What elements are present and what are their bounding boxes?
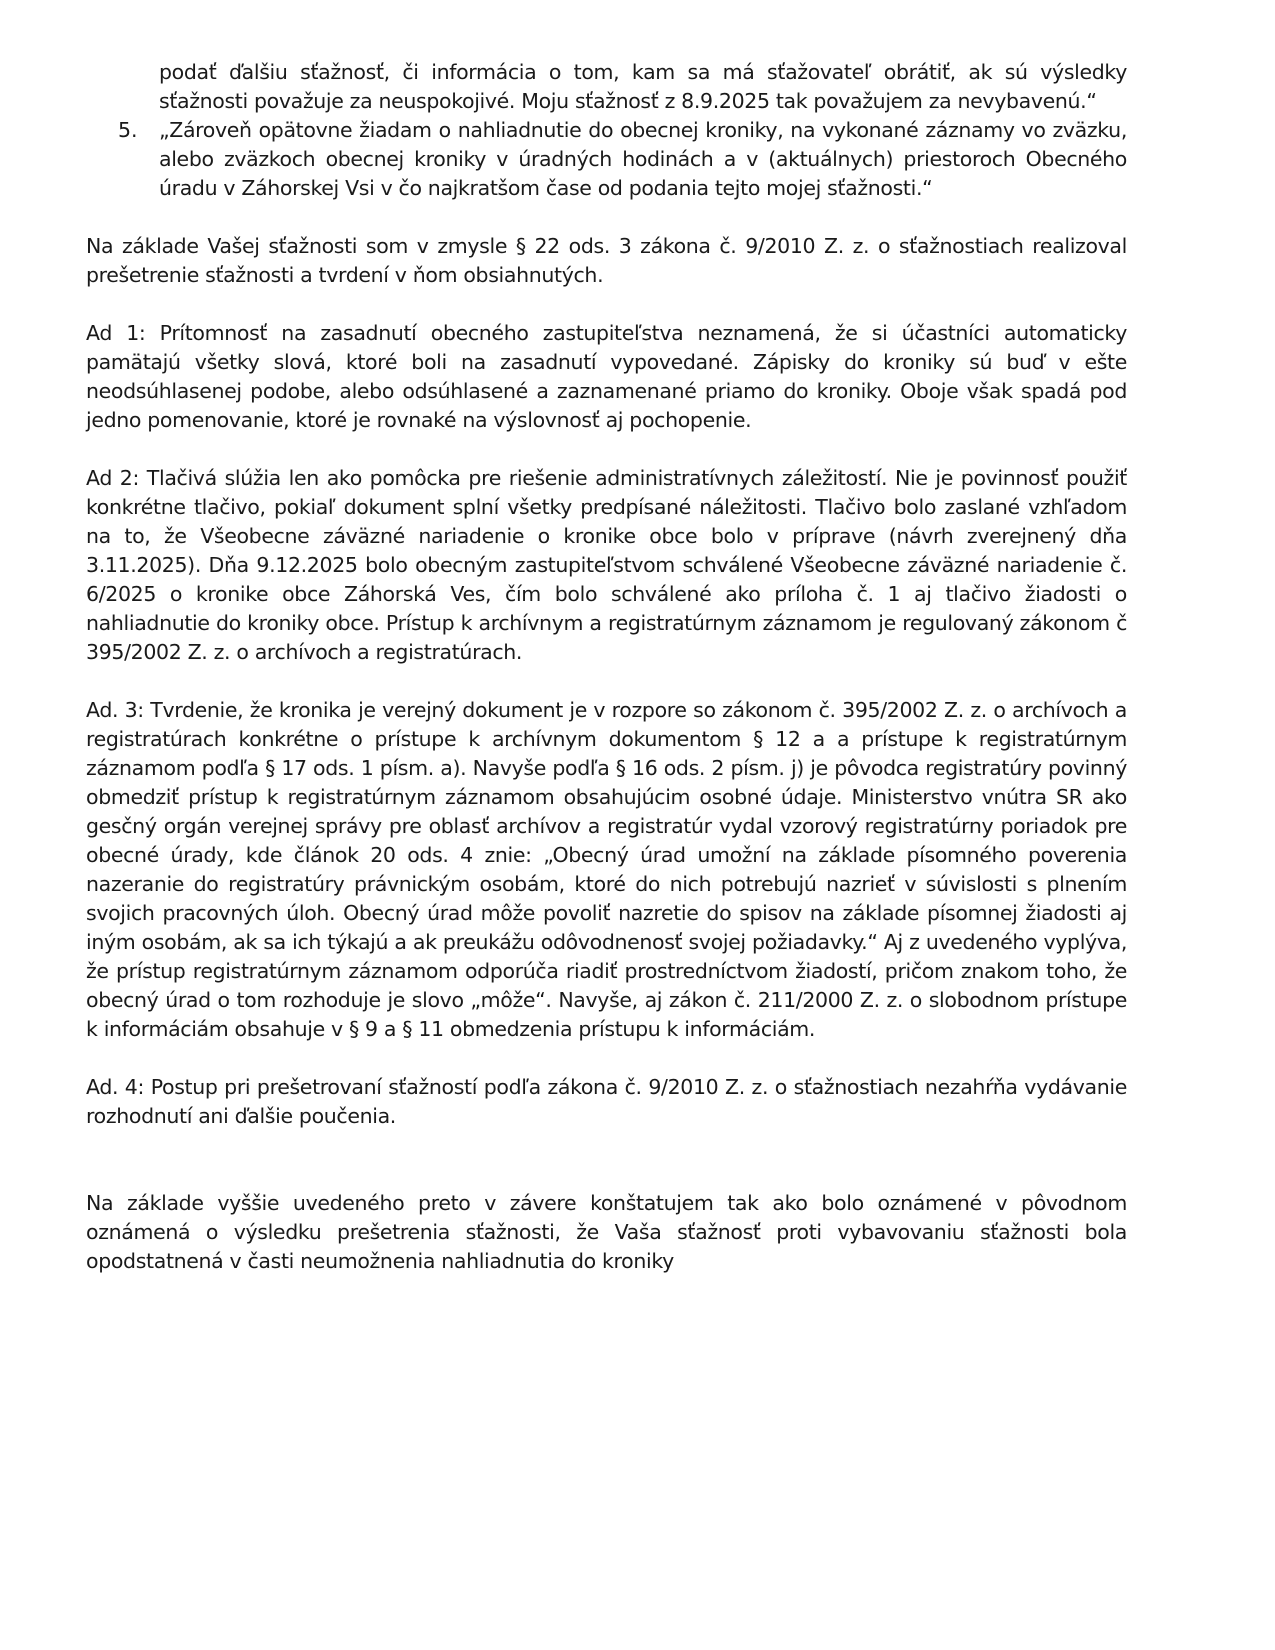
spacer (86, 1131, 1127, 1189)
list-item-4-continuation: podať ďalšiu sťažnosť, či informácia o tom, kam sa má sťažovateľ obrátiť, ak sú výsledky sťažnosti považuje za neuspokojivé. Moju sťažnosť z 8.9.2025 tak považujem za nevybavenú.“ (159, 60, 1127, 113)
paragraph-ad4: Ad. 4: Postup pri prešetrovaní sťažností podľa zákona č. 9/2010 Z. z. o sťažnostiach nezahŕňa vydávanie rozhodnutí ani ďalšie poučenia. (86, 1075, 1127, 1128)
list-item-5 (118, 116, 1127, 203)
list-item-text: „Zároveň opätovne žiadam o nahliadnutie do obecnej kroniky, na vykonané záznamy vo zväzku, alebo zväzkoch obecnej kroniky v úradných hodinách a v (aktuálnych) priestoroch Obecného úradu v Záhorskej Vsi v čo najkratšom čase od podania tejto mojej sťažnosti.“ (159, 118, 1127, 200)
spacer (86, 290, 1127, 319)
spacer (86, 435, 1127, 464)
paragraph-ad2: Ad 2: Tlačivá slúžia len ako pomôcka pre riešenie administratívnych záležitostí. Nie je povinnosť použiť konkrétne tlačivo, pokiaľ dokument splní všetky predpísané náležitosti. Tlačivo bolo zaslané vzhľadom na to, že Všeobecne záväzné nariadenie o kronike obce bolo v príprave (návrh zverejnený dňa 3.11.2025). Dňa 9.12.2025 bolo obecným zastupiteľstvom schválené Všeobecne záväzné nariadenie č. 6/2025 o kronike obce Záhorská Ves, čím bolo schválené ako príloha č. 1 aj tlačivo žiadosti o nahliadnutie do kroniky obce. Prístup k archívnym a registratúrnym záznamom je regulovaný zákonom č 395/2002 Z. z. o archívoch a registratúrach. (86, 466, 1127, 664)
paragraph-intro: Na základe Vašej sťažnosti som v zmysle § 22 ods. 3 zákona č. 9/2010 Z. z. o sťažnostiach realizoval prešetrenie sťažnosti a tvrdení v ňom obsiahnutých. (86, 234, 1127, 287)
paragraph-ad1: Ad 1: Prítomnosť na zasadnutí obecného zastupiteľstva neznamená, že si účastníci automaticky pamätajú všetky slová, ktoré boli na zasadnutí vypovedané. Zápisky do kroniky sú buď v ešte neodsúhlasenej podobe, alebo odsúhlasené a zaznamenané priamo do kroniky. Oboje však spadá pod jedno pomenovanie, ktoré je rovnaké na výslovnosť aj pochopenie. (86, 321, 1127, 432)
spacer (86, 203, 1127, 232)
list-marker: 5. (118, 118, 138, 142)
spacer (86, 1044, 1127, 1073)
paragraph-conclusion: Na základe vyššie uvedeného preto v závere konštatujem tak ako bolo oznámené v pôvodnom oznámená o výsledku prešetrenia sťažnosti, že Vaša sťažnosť proti vybavovaniu sťažnosti bola opodstatnená v časti neumožnenia nahliadnutia do kroniky (86, 1191, 1127, 1273)
spacer (86, 667, 1127, 696)
paragraph-ad3: Ad. 3: Tvrdenie, že kronika je verejný dokument je v rozpore so zákonom č. 395/2002 Z. z. o archívoch a registratúrach konkrétne o prístupe k archívnym dokumentom § 12 a a prístupe k registratúrnym záznamom podľa § 17 ods. 1 písm. a). Navyše podľa § 16 ods. 2 písm. j) je pôvodca registratúry povinný obmedziť prístup k registratúrnym záznamom obsahujúcim osobné údaje. Ministerstvo vnútra SR ako gesčný orgán verejnej správy pre oblasť archívov a registratúr vydal vzorový registratúrny poriadok pre obecné úrady, kde článok 20 ods. 4 znie: „Obecný úrad umožní na základe písomného poverenia nazeranie do registratúry právnickým osobám, ktoré do nich potrebujú nazrieť v súvislosti s plnením svojich pracovných úloh. Obecný úrad môže povoliť nazretie do spisov na základe písomnej žiadosti aj iným osobám, ak sa ich týkajú a ak preukážu odôvodnenosť svojej požiadavky.“ Aj z uvedeného vyplýva, že prístup registratúrnym záznamom odporúča riadiť prostredníctvom žiadostí, pričom znakom toho, že obecný úrad o tom rozhoduje je slovo „môže“. Navyše, aj zákon č. 211/2000 Z. z. o slobodnom prístupe k informáciám obsahuje v § 9 a § 11 obmedzenia prístupu k informáciám. (86, 698, 1127, 1041)
document-page (86, 58, 1127, 1276)
